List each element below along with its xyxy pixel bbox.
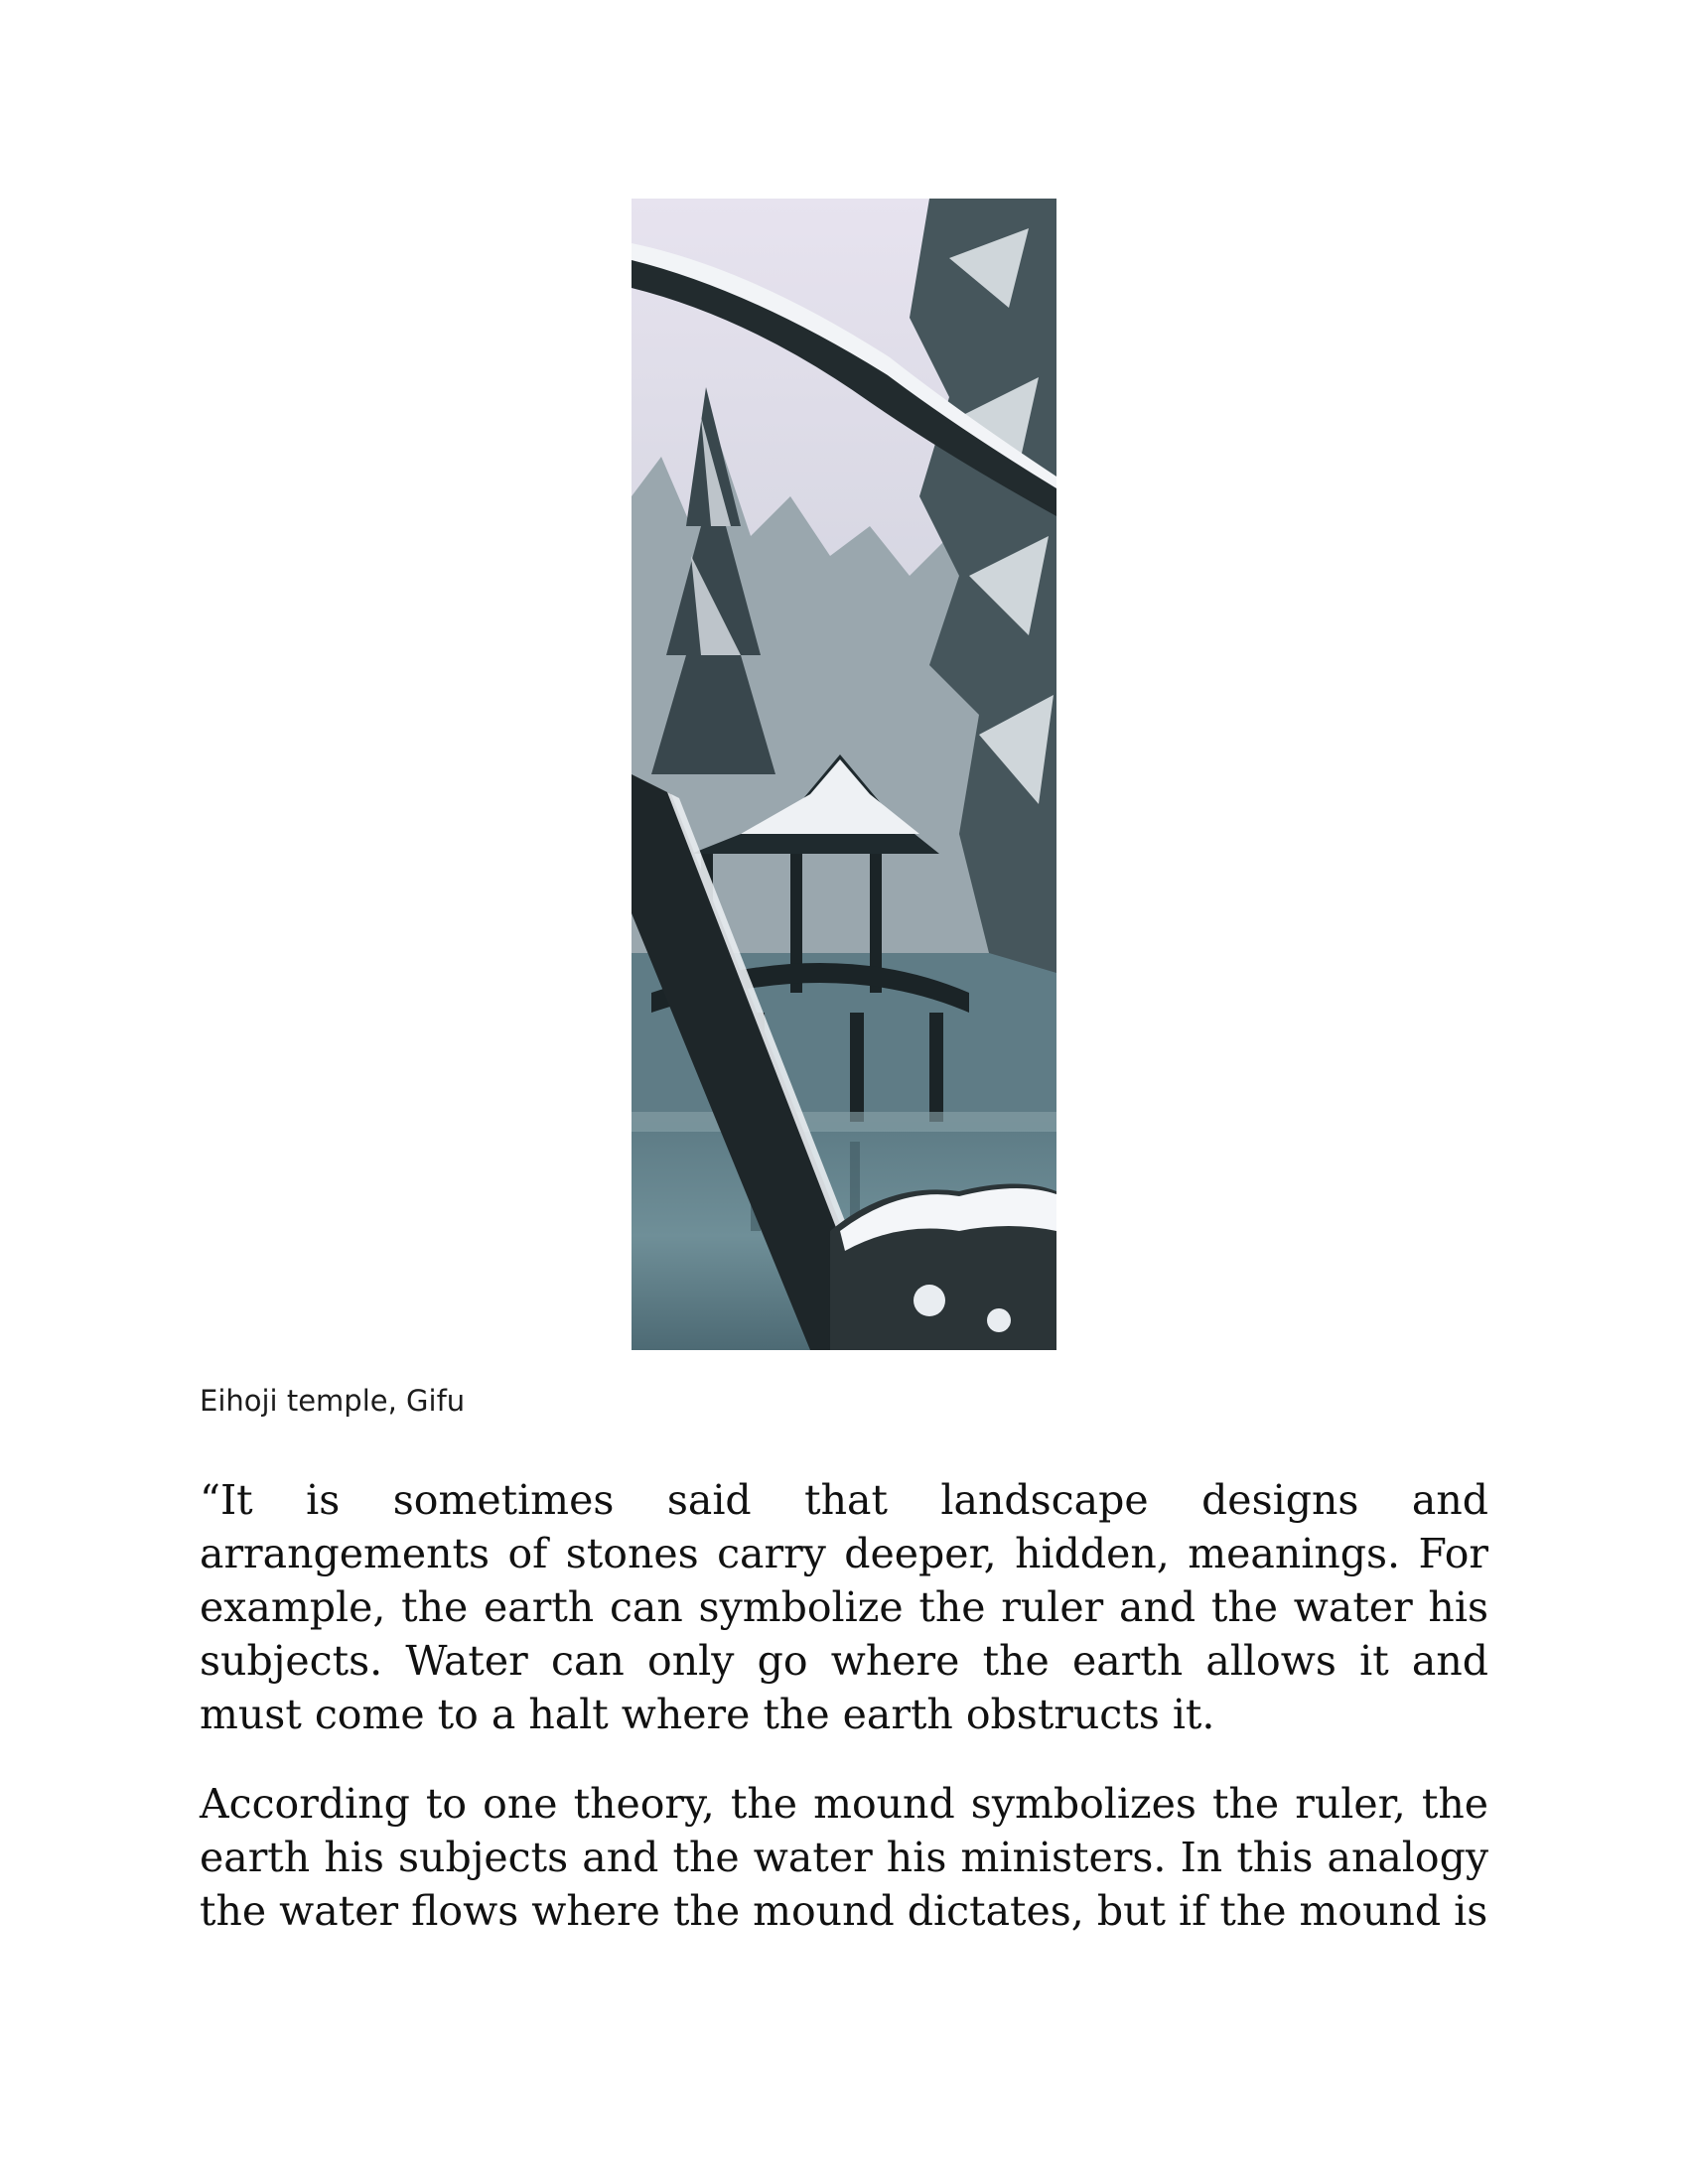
body-paragraph-1: “It is sometimes said that landscape designs and arrangements of stones carry deeper, hidden, meanings. For example, the earth can symbolize the ruler and the water his subjects. Water can only go where the earth allows it and must come to a halt where the earth obstructs it. [200, 1476, 1488, 1738]
temple-photo [632, 199, 1056, 1350]
photo-caption: Eihoji temple, Gifu [200, 1384, 466, 1418]
temple-photo-illustration [632, 199, 1056, 1350]
body-paragraph-2: According to one theory, the mound symbolizes the ruler, the earth his subjects and the water his ministers. In this analogy the water flows where the mound dictates, but if the mound is [200, 1780, 1488, 1935]
